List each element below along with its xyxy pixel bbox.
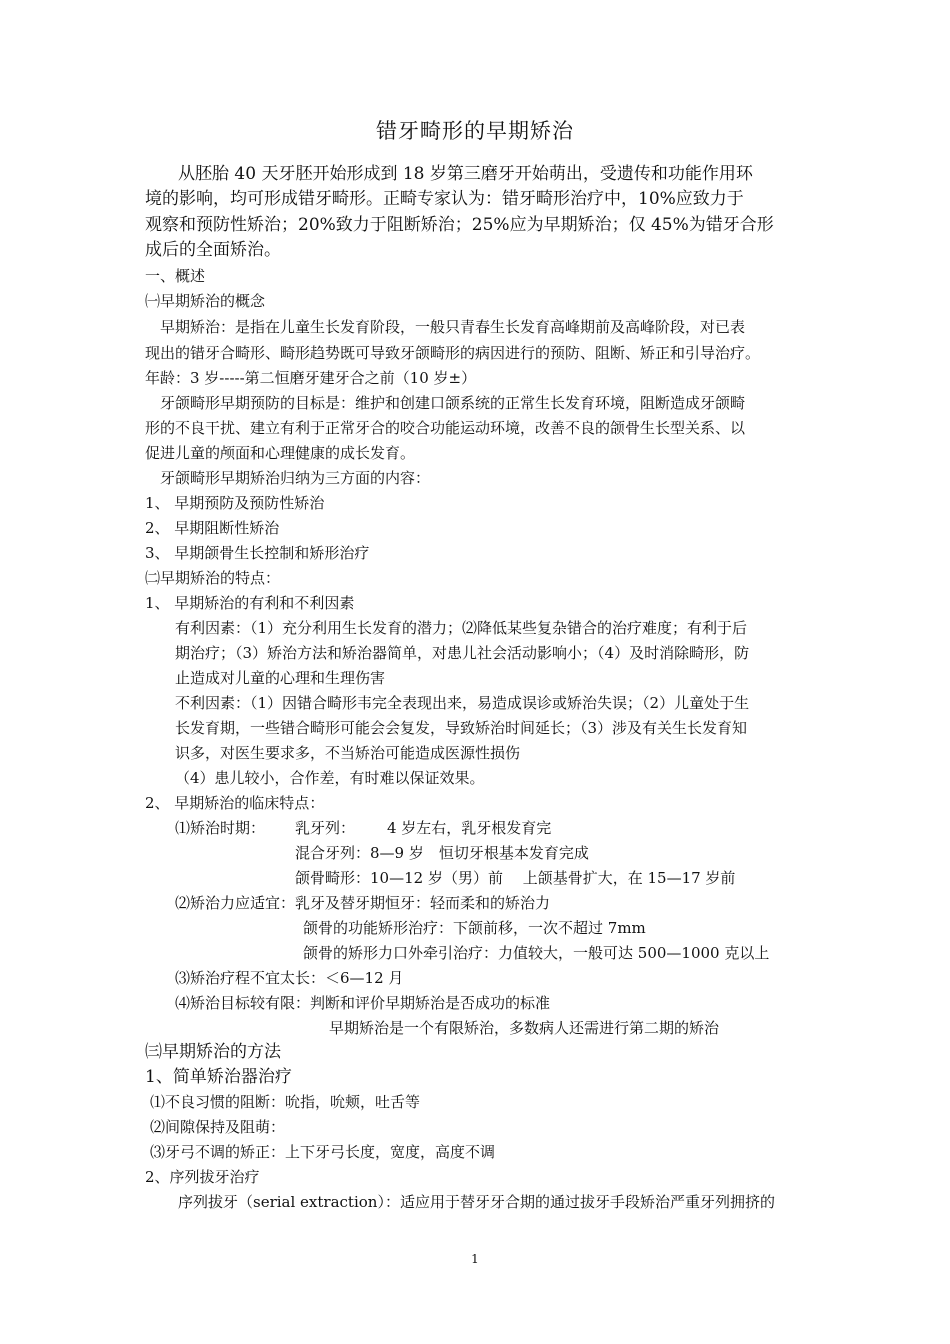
paragraph-line: （4）患儿较小，合作差，有时难以保证效果。	[175, 769, 485, 787]
list-item: 1、 早期矫治的有利和不利因素	[145, 594, 355, 612]
list-item: 1、简单矫治器治疗	[145, 1067, 292, 1087]
subsection-heading: ㈡早期矫治的特点：	[145, 569, 281, 587]
item-value: ⑶矫治疗程不宜太长：＜6—12 月	[175, 969, 404, 987]
page-number: 1	[471, 1252, 479, 1266]
list-item: ⑶牙弓不调的矫正：上下牙弓长度，宽度，高度不调	[150, 1143, 496, 1161]
intro-line-4: 成后的全面矫治。	[145, 240, 281, 260]
item-value: 混合牙列：8—9 岁 恒切牙根基本发育完成	[295, 844, 589, 862]
intro-line-2: 境的影响，均可形成错牙畸形。正畸专家认为：错牙畸形治疗中，10%应致力于	[145, 189, 744, 209]
paragraph-line: 促进儿童的颅面和心理健康的成长发育。	[145, 444, 416, 462]
item-value: 颌骨的矫形力口外牵引治疗：力值较大，一般可达 500—1000 克以上	[303, 944, 770, 962]
item-label: 乳牙列：	[295, 819, 356, 837]
subsection-heading: ㈢早期矫治的方法	[145, 1042, 281, 1062]
paragraph-line: 早期矫治：是指在儿童生长发育阶段，一般只青春生长发育高峰期前及高峰阶段，对已表	[160, 318, 746, 336]
list-item: 2、 早期阻断性矫治	[145, 519, 280, 537]
paragraph-line: 牙颌畸形早期预防的目标是：维护和创建口颌系统的正常生长发育环境，阻断造成牙颌畸	[160, 394, 746, 412]
document-title: 错牙畸形的早期矫治	[376, 119, 574, 143]
paragraph-line: 期治疗；（3）矫治方法和矫治器简单，对患儿社会活动影响小；（4）及时消除畸形，防	[175, 644, 750, 662]
paragraph-line: 不利因素：（1）因错合畸形韦完全表现出来，易造成误诊或矫治失误；（2）儿童处于生	[175, 694, 750, 712]
paragraph-line: 牙颌畸形早期矫治归纳为三方面的内容：	[160, 469, 431, 487]
subsection-heading: ㈠早期矫治的概念	[145, 292, 266, 310]
list-item: ⑵间隙保持及阻萌：	[150, 1118, 286, 1136]
intro-line-3: 观察和预防性矫治；20%致力于阻断矫治；25%应为早期矫治；仅 45%为错牙合形	[145, 215, 774, 235]
paragraph-line: 年龄：3 岁-----第二恒磨牙建牙合之前（10 岁±）	[145, 369, 477, 387]
list-item: 2、序列拔牙治疗	[145, 1168, 260, 1186]
item-value: 4 岁左右，乳牙根发育完	[387, 819, 552, 837]
item-value: 颌骨畸形：10—12 岁（男）前 上颌基骨扩大，在 15—17 岁前	[295, 869, 736, 887]
paragraph-line: 长发育期，一些错合畸形可能会会复发，导致矫治时间延长；（3）涉及有关生长发育知	[175, 719, 748, 737]
item-value: 早期矫治是一个有限矫治，多数病人还需进行第二期的矫治	[329, 1019, 720, 1037]
item-label: ⑴矫治时期：	[175, 819, 266, 837]
list-item: 2、 早期矫治的临床特点：	[145, 794, 325, 812]
section-heading-overview: 一、概述	[145, 267, 206, 285]
list-item: 1、 早期预防及预防性矫治	[145, 494, 325, 512]
list-item: 3、 早期颌骨生长控制和矫形治疗	[145, 544, 370, 562]
paragraph-line: 止造成对儿童的心理和生理伤害	[175, 669, 386, 687]
paragraph-line: 现出的错牙合畸形、畸形趋势既可导致牙颌畸形的病因进行的预防、阻断、矫正和引导治疗。	[145, 344, 761, 362]
item-value: ⑵矫治力应适宜：乳牙及替牙期恒牙：轻而柔和的矫治力	[175, 894, 551, 912]
paragraph-line: 有利因素：（1）充分利用生长发育的潜力；⑵降低某些复杂错合的治疗难度；有利于后	[175, 619, 748, 637]
item-value: 颌骨的功能矫形治疗：下颌前移，一次不超过 7mm	[303, 919, 646, 937]
paragraph-line: 形的不良干扰、建立有利于正常牙合的咬合功能运动环境，改善不良的颌骨生长型关系、以	[145, 419, 746, 437]
item-value: ⑷矫治目标较有限：判断和评价早期矫治是否成功的标准	[175, 994, 551, 1012]
paragraph-line: 识多，对医生要求多，不当矫治可能造成医源性损伤	[175, 744, 521, 762]
list-item: ⑴不良习惯的阻断：吮指，吮颊，吐舌等	[150, 1093, 421, 1111]
intro-line-1: 从胚胎 40 天牙胚开始形成到 18 岁第三磨牙开始萌出，受遗传和功能作用环	[178, 164, 753, 184]
paragraph-line: 序列拔牙（serial extraction）：适应用于替牙牙合期的通过拔牙手段矫治严重牙列拥挤的	[178, 1193, 775, 1211]
